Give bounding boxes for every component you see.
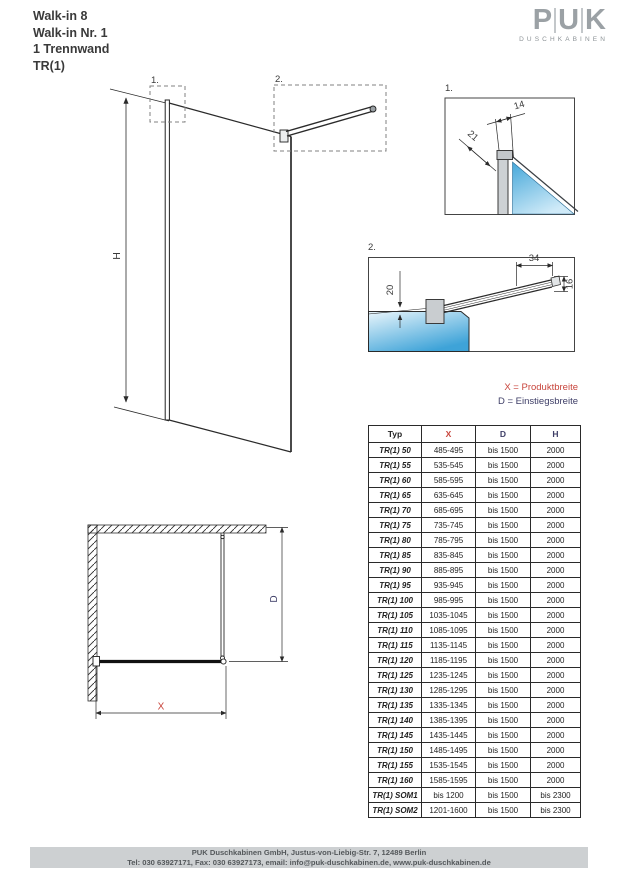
- cell-typ: TR(1) 105: [369, 608, 422, 623]
- cell-typ: TR(1) 85: [369, 548, 422, 563]
- cell-x: 785-795: [422, 533, 476, 548]
- cell-h: 2000: [531, 668, 581, 683]
- cell-h: 2000: [531, 518, 581, 533]
- cell-h: 2000: [531, 713, 581, 728]
- cell-d: bis 1500: [476, 563, 531, 578]
- cell-d: bis 1500: [476, 773, 531, 788]
- cell-typ: TR(1) 140: [369, 713, 422, 728]
- cell-x: 585-595: [422, 473, 476, 488]
- cell-x: 1085-1095: [422, 623, 476, 638]
- cell-x: 685-695: [422, 503, 476, 518]
- cell-typ: TR(1) 60: [369, 473, 422, 488]
- table-row: [369, 593, 581, 608]
- cell-x: 735-745: [422, 518, 476, 533]
- cell-h: 2000: [531, 443, 581, 458]
- col-header-d: D: [476, 426, 531, 443]
- detail1-wall-profile: [498, 153, 508, 215]
- detail2-bar-end: [551, 276, 561, 287]
- cell-h: 2000: [531, 473, 581, 488]
- detail-2-drawing: [362, 238, 578, 356]
- puk-logo: [519, 5, 608, 43]
- cell-d: bis 1500: [476, 518, 531, 533]
- cell-typ: TR(1) 145: [369, 728, 422, 743]
- table-row: [369, 668, 581, 683]
- detail2-callout-label: 2.: [275, 74, 283, 85]
- detail1-dim-14: 14: [512, 98, 526, 113]
- cell-d: bis 1500: [476, 473, 531, 488]
- cell-h: 2000: [531, 638, 581, 653]
- cell-h: 2000: [531, 458, 581, 473]
- table-row: [369, 473, 581, 488]
- table-row: [369, 773, 581, 788]
- dim-h-label: H: [111, 252, 123, 260]
- table-row: [369, 698, 581, 713]
- detail1-profile-cap: [497, 151, 513, 160]
- footer-contact: Tel: 030 63927171, Fax: 030 63927173, email: info@puk-duschkabinen.de, www.puk-duschkabinen.de: [127, 858, 491, 867]
- cell-h: 2000: [531, 563, 581, 578]
- table-row: [369, 578, 581, 593]
- detail-1-drawing: [440, 78, 580, 220]
- detail1-label: 1.: [445, 83, 453, 94]
- cell-typ: TR(1) 125: [369, 668, 422, 683]
- panel-end-knob: [221, 659, 226, 664]
- cell-d: bis 1500: [476, 458, 531, 473]
- cell-typ: TR(1) 75: [369, 518, 422, 533]
- title-line-code: TR(1): [33, 58, 65, 73]
- cell-d: bis 1500: [476, 698, 531, 713]
- cell-d: bis 1500: [476, 758, 531, 773]
- cell-h: 2000: [531, 488, 581, 503]
- plan-dim-x-label: X: [157, 701, 165, 713]
- detail2-dim-34: 34: [528, 253, 540, 264]
- cell-h: 2000: [531, 608, 581, 623]
- table-row: [369, 458, 581, 473]
- cell-d: bis 1500: [476, 623, 531, 638]
- cell-typ: TR(1) 150: [369, 743, 422, 758]
- table-row: [369, 608, 581, 623]
- size-table: [368, 425, 581, 818]
- plan-dim-d-label: D: [269, 595, 280, 603]
- cell-x: 1235-1245: [422, 668, 476, 683]
- cell-h: 2000: [531, 758, 581, 773]
- cell-typ: TR(1) 160: [369, 773, 422, 788]
- cell-d: bis 1500: [476, 533, 531, 548]
- cell-x: bis 1200: [422, 788, 476, 803]
- cell-h: 2000: [531, 653, 581, 668]
- table-row: [369, 518, 581, 533]
- cell-h: 2000: [531, 548, 581, 563]
- cell-typ: TR(1) 115: [369, 638, 422, 653]
- detail2-glass: [369, 312, 470, 352]
- puk-logo-letters: [519, 5, 608, 36]
- table-row: [369, 653, 581, 668]
- cell-typ: TR(1) 135: [369, 698, 422, 713]
- cell-x: 635-645: [422, 488, 476, 503]
- cell-h: 2000: [531, 743, 581, 758]
- table-row: [369, 503, 581, 518]
- wall-profile: [165, 100, 169, 420]
- table-row: [369, 548, 581, 563]
- table-row: [369, 638, 581, 653]
- cell-typ: TR(1) 155: [369, 758, 422, 773]
- logo-letter-u: U: [558, 4, 580, 36]
- col-header-h: H: [531, 426, 581, 443]
- footer-address: PUK Duschkabinen GmbH, Justus-von-Liebig-Str. 7, 12489 Berlin: [191, 848, 427, 857]
- table-row: [369, 728, 581, 743]
- cell-typ: TR(1) 65: [369, 488, 422, 503]
- detail1-glass: [513, 162, 575, 214]
- detail2-dim-16: 16: [564, 278, 576, 290]
- cell-x: 1535-1545: [422, 758, 476, 773]
- cell-typ: TR(1) 55: [369, 458, 422, 473]
- cell-d: bis 1500: [476, 803, 531, 818]
- main-isometric-drawing: [70, 55, 400, 480]
- table-row: [369, 803, 581, 818]
- table-row: [369, 683, 581, 698]
- cell-h: 2000: [531, 698, 581, 713]
- size-table-body: [369, 443, 581, 818]
- cell-typ: TR(1) 95: [369, 578, 422, 593]
- title-line-series: Walk-in 8: [33, 9, 88, 23]
- cell-d: bis 1500: [476, 608, 531, 623]
- cell-h: 2000: [531, 683, 581, 698]
- cell-x: 535-545: [422, 458, 476, 473]
- bar-wall-mount: [370, 106, 376, 112]
- table-row: [369, 533, 581, 548]
- cell-d: bis 1500: [476, 488, 531, 503]
- logo-letter-k: K: [585, 4, 606, 36]
- table-row: [369, 758, 581, 773]
- legend-x: X = Produktbreite: [504, 382, 578, 393]
- logo-subtitle: DUSCHKABINEN: [519, 36, 608, 43]
- cell-d: bis 1500: [476, 713, 531, 728]
- cell-typ: TR(1) 90: [369, 563, 422, 578]
- cell-h: 2000: [531, 773, 581, 788]
- cell-h: bis 2300: [531, 788, 581, 803]
- detail2-dim-20: 20: [385, 284, 396, 296]
- col-header-typ: Typ: [369, 426, 422, 443]
- table-row: [369, 743, 581, 758]
- legend: [436, 381, 578, 408]
- table-row: [369, 443, 581, 458]
- cell-h: 2000: [531, 533, 581, 548]
- col-header-x: X: [422, 426, 476, 443]
- cell-typ: TR(1) 130: [369, 683, 422, 698]
- cell-d: bis 1500: [476, 443, 531, 458]
- cell-typ: TR(1) 120: [369, 653, 422, 668]
- footer-bar: [30, 847, 588, 868]
- plan-view-drawing: [80, 515, 295, 725]
- cell-x: 1485-1495: [422, 743, 476, 758]
- detail2-clamp: [426, 300, 444, 324]
- cell-h: 2000: [531, 728, 581, 743]
- cell-h: 2000: [531, 593, 581, 608]
- legend-d: D = Einstiegsbreite: [498, 395, 578, 407]
- cell-d: bis 1500: [476, 638, 531, 653]
- cell-typ: TR(1) 80: [369, 533, 422, 548]
- cell-d: bis 1500: [476, 683, 531, 698]
- cell-x: 835-845: [422, 548, 476, 563]
- cell-x: 1585-1595: [422, 773, 476, 788]
- cell-typ: TR(1) 50: [369, 443, 422, 458]
- detail1-callout-label: 1.: [151, 75, 159, 86]
- cell-typ: TR(1) 100: [369, 593, 422, 608]
- cell-h: 2000: [531, 578, 581, 593]
- cell-x: 985-995: [422, 593, 476, 608]
- cell-x: 1035-1045: [422, 608, 476, 623]
- cell-x: 1285-1295: [422, 683, 476, 698]
- cell-x: 1201-1600: [422, 803, 476, 818]
- cell-d: bis 1500: [476, 728, 531, 743]
- cell-h: 2000: [531, 503, 581, 518]
- cell-typ: TR(1) 70: [369, 503, 422, 518]
- cell-h: 2000: [531, 623, 581, 638]
- detail2-label: 2.: [368, 242, 376, 253]
- cell-d: bis 1500: [476, 503, 531, 518]
- logo-letter-p: P: [532, 4, 553, 36]
- cell-d: bis 1500: [476, 593, 531, 608]
- cell-x: 1435-1445: [422, 728, 476, 743]
- table-row: [369, 713, 581, 728]
- cell-x: 485-495: [422, 443, 476, 458]
- cell-d: bis 1500: [476, 653, 531, 668]
- cell-h: bis 2300: [531, 803, 581, 818]
- cell-d: bis 1500: [476, 668, 531, 683]
- table-header-row: [369, 426, 581, 443]
- cell-x: 935-945: [422, 578, 476, 593]
- title-line-model: Walk-in Nr. 1: [33, 25, 108, 40]
- table-row: [369, 488, 581, 503]
- cell-d: bis 1500: [476, 788, 531, 803]
- cell-x: 1135-1145: [422, 638, 476, 653]
- cell-x: 1335-1345: [422, 698, 476, 713]
- wall-top: [88, 525, 266, 533]
- cell-d: bis 1500: [476, 578, 531, 593]
- cell-d: bis 1500: [476, 743, 531, 758]
- cell-typ: TR(1) SOM2: [369, 803, 422, 818]
- table-row: [369, 623, 581, 638]
- detail1-dim-21: 21: [465, 128, 481, 144]
- cell-typ: TR(1) SOM1: [369, 788, 422, 803]
- title-line-description: 1 Trennwand: [33, 42, 110, 56]
- table-row: [369, 788, 581, 803]
- cell-x: 1185-1195: [422, 653, 476, 668]
- cell-d: bis 1500: [476, 548, 531, 563]
- cell-x: 885-895: [422, 563, 476, 578]
- table-row: [369, 563, 581, 578]
- wall-bracket: [93, 657, 100, 667]
- cell-x: 1385-1395: [422, 713, 476, 728]
- bar-ceiling-fixing: [221, 535, 224, 538]
- cell-typ: TR(1) 110: [369, 623, 422, 638]
